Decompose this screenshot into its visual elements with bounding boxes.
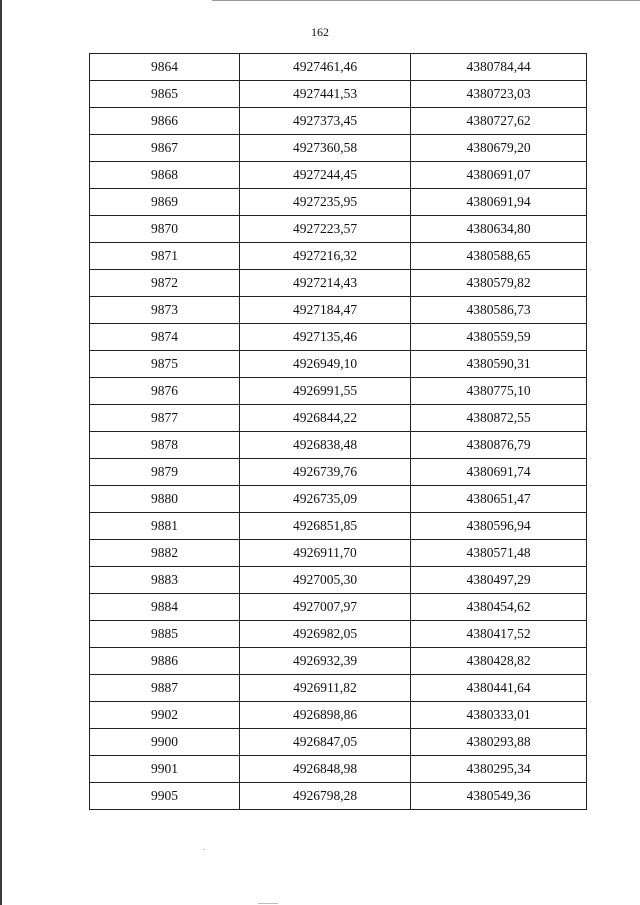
x-coordinate-cell: 4926735,09 [240, 486, 411, 513]
y-coordinate-cell: 4380295,34 [411, 756, 587, 783]
table-row [90, 729, 587, 756]
table-row [90, 540, 587, 567]
x-coordinate-cell: 4926898,86 [240, 702, 411, 729]
x-coordinate-cell: 4927223,57 [240, 216, 411, 243]
point-number-cell: 9875 [90, 351, 240, 378]
point-number-cell: 9878 [90, 432, 240, 459]
table-row [90, 135, 587, 162]
x-coordinate-cell: 4926911,70 [240, 540, 411, 567]
table-row [90, 189, 587, 216]
point-number-cell: 9905 [90, 783, 240, 810]
scan-speck [203, 849, 205, 850]
x-coordinate-cell: 4927005,30 [240, 567, 411, 594]
x-coordinate-cell: 4926949,10 [240, 351, 411, 378]
x-coordinate-cell: 4927184,47 [240, 297, 411, 324]
y-coordinate-cell: 4380417,52 [411, 621, 587, 648]
table-row [90, 702, 587, 729]
x-coordinate-cell: 4926911,82 [240, 675, 411, 702]
table-row [90, 513, 587, 540]
point-number-cell: 9876 [90, 378, 240, 405]
table-row [90, 486, 587, 513]
table-row [90, 783, 587, 810]
x-coordinate-cell: 4927214,43 [240, 270, 411, 297]
x-coordinate-cell: 4926932,39 [240, 648, 411, 675]
scan-speck [258, 903, 278, 904]
table-row [90, 81, 587, 108]
table-row [90, 648, 587, 675]
table-row [90, 459, 587, 486]
x-coordinate-cell: 4926847,05 [240, 729, 411, 756]
x-coordinate-cell: 4926848,98 [240, 756, 411, 783]
point-number-cell: 9901 [90, 756, 240, 783]
point-number-cell: 9870 [90, 216, 240, 243]
table-row [90, 567, 587, 594]
point-number-cell: 9868 [90, 162, 240, 189]
point-number-cell: 9902 [90, 702, 240, 729]
coordinates-table [89, 53, 587, 810]
scan-left-edge [0, 0, 2, 905]
point-number-cell: 9884 [90, 594, 240, 621]
point-number-cell: 9867 [90, 135, 240, 162]
page-number: 162 [311, 25, 329, 39]
y-coordinate-cell: 4380634,80 [411, 216, 587, 243]
table-row [90, 432, 587, 459]
y-coordinate-cell: 4380876,79 [411, 432, 587, 459]
point-number-cell: 9864 [90, 54, 240, 81]
y-coordinate-cell: 4380727,62 [411, 108, 587, 135]
x-coordinate-cell: 4927244,45 [240, 162, 411, 189]
point-number-cell: 9886 [90, 648, 240, 675]
point-number-cell: 9873 [90, 297, 240, 324]
x-coordinate-cell: 4926851,85 [240, 513, 411, 540]
y-coordinate-cell: 4380293,88 [411, 729, 587, 756]
y-coordinate-cell: 4380579,82 [411, 270, 587, 297]
table-row [90, 324, 587, 351]
point-number-cell: 9880 [90, 486, 240, 513]
point-number-cell: 9865 [90, 81, 240, 108]
table-row [90, 378, 587, 405]
table-row [90, 297, 587, 324]
y-coordinate-cell: 4380784,44 [411, 54, 587, 81]
x-coordinate-cell: 4926739,76 [240, 459, 411, 486]
y-coordinate-cell: 4380679,20 [411, 135, 587, 162]
y-coordinate-cell: 4380454,62 [411, 594, 587, 621]
y-coordinate-cell: 4380333,01 [411, 702, 587, 729]
x-coordinate-cell: 4927216,32 [240, 243, 411, 270]
point-number-cell: 9879 [90, 459, 240, 486]
y-coordinate-cell: 4380872,55 [411, 405, 587, 432]
table-row [90, 756, 587, 783]
table-row [90, 621, 587, 648]
table-row [90, 54, 587, 81]
x-coordinate-cell: 4926838,48 [240, 432, 411, 459]
y-coordinate-cell: 4380691,94 [411, 189, 587, 216]
table-row [90, 405, 587, 432]
table-row [90, 351, 587, 378]
y-coordinate-cell: 4380559,59 [411, 324, 587, 351]
point-number-cell: 9882 [90, 540, 240, 567]
y-coordinate-cell: 4380497,29 [411, 567, 587, 594]
table-row [90, 270, 587, 297]
y-coordinate-cell: 4380691,07 [411, 162, 587, 189]
y-coordinate-cell: 4380775,10 [411, 378, 587, 405]
y-coordinate-cell: 4380549,36 [411, 783, 587, 810]
y-coordinate-cell: 4380590,31 [411, 351, 587, 378]
table-row [90, 162, 587, 189]
coordinates-table-body [90, 54, 587, 810]
point-number-cell: 9883 [90, 567, 240, 594]
y-coordinate-cell: 4380691,74 [411, 459, 587, 486]
y-coordinate-cell: 4380441,64 [411, 675, 587, 702]
point-number-cell: 9877 [90, 405, 240, 432]
point-number-cell: 9874 [90, 324, 240, 351]
point-number-cell: 9887 [90, 675, 240, 702]
x-coordinate-cell: 4926991,55 [240, 378, 411, 405]
y-coordinate-cell: 4380596,94 [411, 513, 587, 540]
table-row [90, 243, 587, 270]
x-coordinate-cell: 4926798,28 [240, 783, 411, 810]
table-row [90, 594, 587, 621]
point-number-cell: 9866 [90, 108, 240, 135]
y-coordinate-cell: 4380571,48 [411, 540, 587, 567]
point-number-cell: 9869 [90, 189, 240, 216]
x-coordinate-cell: 4927441,53 [240, 81, 411, 108]
y-coordinate-cell: 4380586,73 [411, 297, 587, 324]
y-coordinate-cell: 4380588,65 [411, 243, 587, 270]
x-coordinate-cell: 4926982,05 [240, 621, 411, 648]
point-number-cell: 9881 [90, 513, 240, 540]
point-number-cell: 9885 [90, 621, 240, 648]
point-number-cell: 9872 [90, 270, 240, 297]
point-number-cell: 9871 [90, 243, 240, 270]
point-number-cell: 9900 [90, 729, 240, 756]
x-coordinate-cell: 4927235,95 [240, 189, 411, 216]
table-row [90, 675, 587, 702]
table-row [90, 216, 587, 243]
x-coordinate-cell: 4926844,22 [240, 405, 411, 432]
table-row [90, 108, 587, 135]
x-coordinate-cell: 4927360,58 [240, 135, 411, 162]
y-coordinate-cell: 4380723,03 [411, 81, 587, 108]
x-coordinate-cell: 4927135,46 [240, 324, 411, 351]
y-coordinate-cell: 4380428,82 [411, 648, 587, 675]
x-coordinate-cell: 4927461,46 [240, 54, 411, 81]
x-coordinate-cell: 4927373,45 [240, 108, 411, 135]
x-coordinate-cell: 4927007,97 [240, 594, 411, 621]
scan-top-rule [212, 0, 640, 1]
y-coordinate-cell: 4380651,47 [411, 486, 587, 513]
